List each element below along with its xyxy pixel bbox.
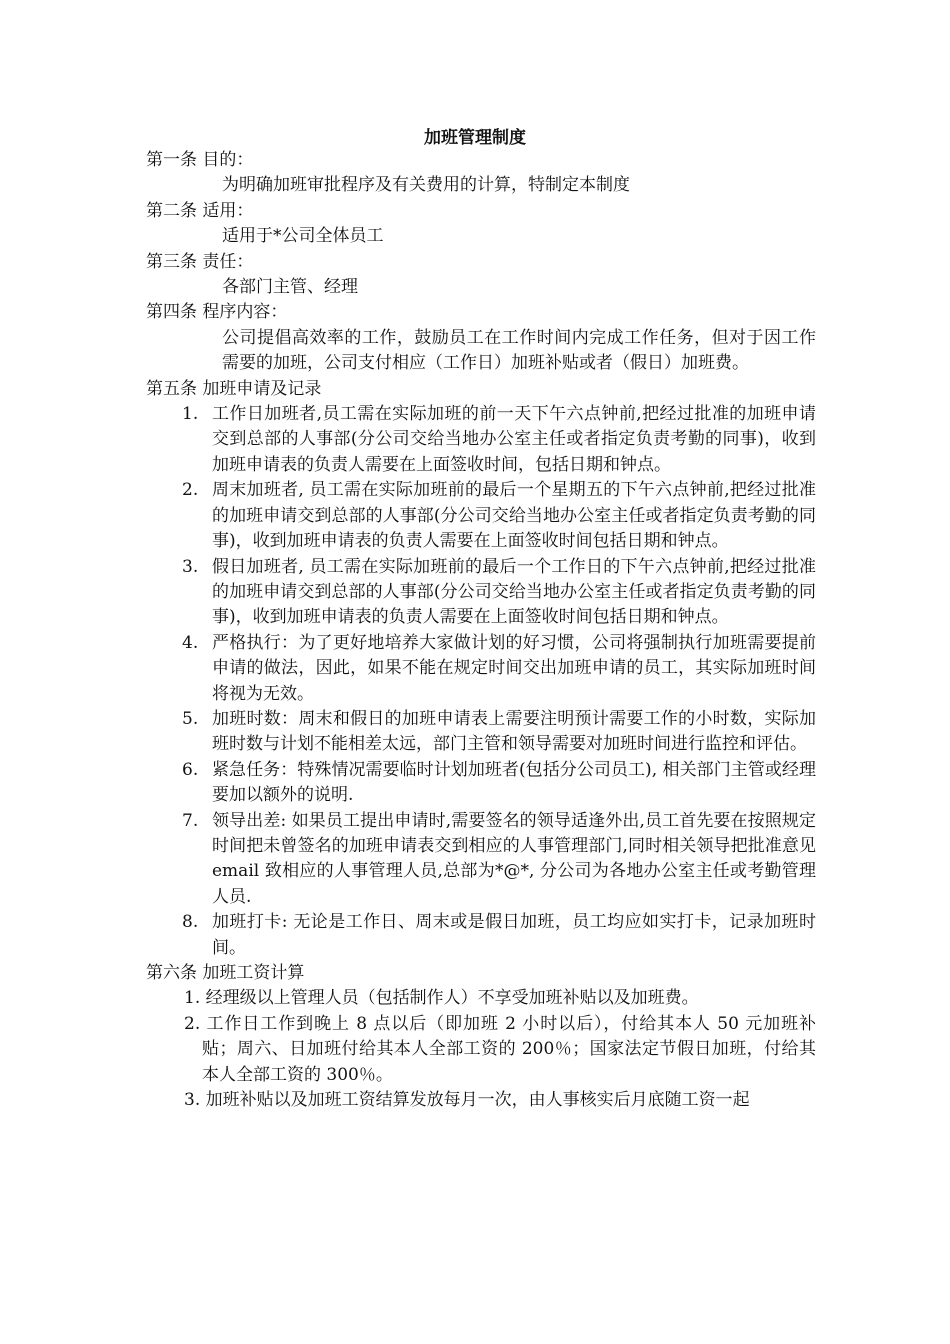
list-item [146,555,816,631]
list-item-text: 假日加班者, 员工需在实际加班前的最后一个工作日的下午六点钟前,把经过批准的加班申请交到总部的人事部(分公司交给当地办公室主任或者指定负责考勤的同事)，收到加班申请表的负责人需要在上面签收时间包括日期和钟点。 [212,556,816,628]
list-item-text: 领导出差: 如果员工提出申请时,需要签名的领导适逢外出,员工首先要在按照规定时间把未曾签名的加班申请表交到相应的人事管理部门,同时相关领导把批准意见 email 致相应的人事管理人员,总部为*@*, 分公司为各地办公室主任或考勤管理人员. [212,810,816,907]
list-item-text: 工作日加班者,员工需在实际加班的前一天下午六点钟前,把经过批准的加班申请交到总部的人事部(分公司交给当地办公室主任或者指定负责考勤的同事)，收到加班申请表的负责人需要在上面签收时间，包括日期和钟点。 [212,404,816,475]
list-item-number: 4. [182,632,199,653]
article-1-heading: 第一条 目的： [146,150,254,170]
list-item: 2. 工作日工作到晚上 8 点以后（即加班 2 小时以后），付给其本人 50 元加班补贴；周六、日加班付给其本人全部工资的 200％；国家法定节假日加班，付给其本人全部工资的 300％。 [184,1013,816,1085]
list-item-number: 8. [182,912,199,933]
list-item [146,478,816,554]
list-item-text: 紧急任务：特殊情况需要临时计划加班者(包括分公司员工), 相关部门主管或经理要加以额外的说明. [212,759,816,806]
list-item-number: 1. [182,404,199,425]
document-body [146,148,816,1113]
list-item [146,809,816,911]
list-item-text: 加班打卡: 无论是工作日、周末或是假日加班，员工均应如实打卡，记录加班时间。 [212,912,816,958]
document-title: 加班管理制度 [424,128,526,148]
article-2-heading: 第二条 适用： [146,200,254,221]
list-item [146,631,816,707]
article-2-body: 适用于*公司全体员工 [222,226,384,247]
article-3-body: 各部门主管、经理 [222,277,358,298]
article-1-body: 为明确加班审批程序及有关费用的计算，特制定本制度 [222,175,630,196]
article-5-heading: 第五条 加班申请及记录 [146,378,322,399]
list-item-number: 5. [182,708,199,729]
article-4-body: 公司提倡高效率的工作，鼓励员工在工作时间内完成工作任务，但对于因工作需要的加班，公司支付相应（工作日）加班补贴或者（假日）加班费。 [222,327,816,374]
list-item-text: 加班时数：周末和假日的加班申请表上需要注明预计需要工作的小时数，实际加班时数与计划不能相差太远，部门主管和领导需要对加班时间进行监控和评估。 [212,708,816,755]
list-item [146,758,816,809]
list-item-number: 6. [182,759,199,780]
list-item [146,402,816,478]
list-item [146,707,816,758]
list-item [146,910,816,961]
list-item: 3. 加班补贴以及加班工资结算发放每月一次，由人事核实后月底随工资一起 [184,1090,750,1111]
article-4-heading: 第四条 程序内容： [146,302,288,323]
list-item-text: 严格执行：为了更好地培养大家做计划的好习惯，公司将强制执行加班需要提前申请的做法，因此，如果不能在规定时间交出加班申请的员工，其实际加班时间将视为无效。 [212,632,816,704]
list-item-number: 3. [182,556,199,577]
article-3-heading: 第三条 责任： [146,251,254,272]
list-item-number: 7. [182,810,199,831]
article-6-heading: 第六条 加班工资计算 [146,963,305,983]
list-item-text: 周末加班者, 员工需在实际加班前的最后一个星期五的下午六点钟前,把经过批准的加班申请交到总部的人事部(分公司交给当地办公室主任或者指定负责考勤的同事)，收到加班申请表的负责人需要在上面签收时间包括日期和钟点。 [212,480,816,552]
list-item: 1. 经理级以上管理人员（包括制作人）不享受加班补贴以及加班费。 [184,988,699,1009]
list-item-number: 2. [182,480,199,501]
